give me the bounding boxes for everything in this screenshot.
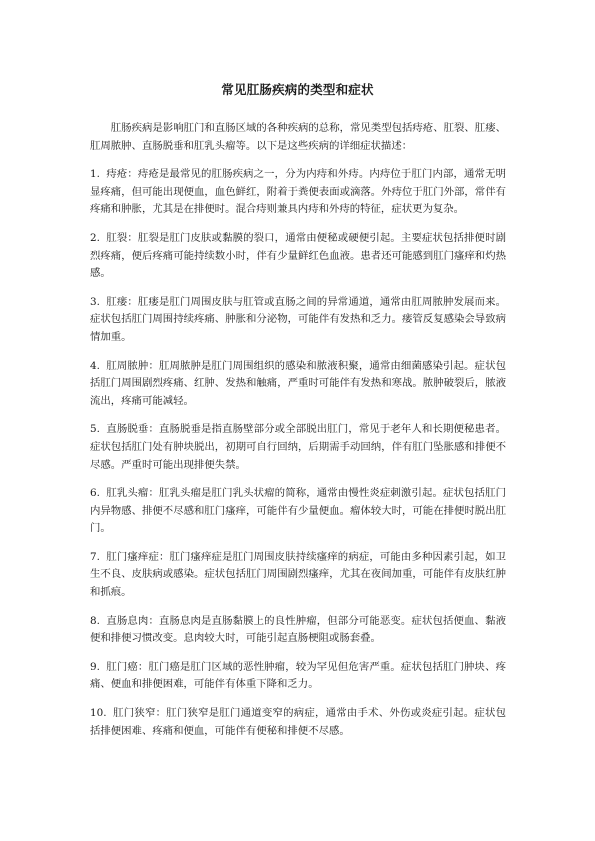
list-item-number: 3. <box>90 295 100 308</box>
list-item-text: 肛周脓肿：肛周脓肿是肛门周围组织的感染和脓液积聚，通常由细菌感染引起。症状包括肛门周围剧烈疼痛、红肿、发热和触痛，严重时可能伴有发热和寒战。脓肿破裂后，脓液流出，疼痛可能减轻。 <box>90 359 506 407</box>
list-item <box>90 705 506 740</box>
list-item-number: 7. <box>90 550 100 563</box>
list-item-number: 4. <box>90 359 100 372</box>
document-body <box>90 120 506 751</box>
list-item-text: 肛门狭窄：肛门狭窄是肛门通道变窄的病症，通常由手术、外伤或炎症引起。症状包括排便困难、疼痛和便血，可能伴有便秘和排便不尽感。 <box>90 707 506 737</box>
list-item-text: 痔疮：痔疮是最常见的肛肠疾病之一，分为内痔和外痔。内痔位于肛门内部，通常无明显疼痛，但可能出现便血，血色鲜红，附着于粪便表面或滴落。外痔位于肛门外部，常伴有疼痛和肿胀，尤其是在排便时。混合痔则兼具内痔和外痔的特征，症状更为复杂。 <box>90 168 506 216</box>
list-item <box>90 294 506 347</box>
list-item <box>90 485 506 538</box>
list-item-text: 肛瘘：肛瘘是肛门周围皮肤与肛管或直肠之间的异常通道，通常由肛周脓肿发展而来。症状包括肛门周围持续疼痛、肿胀和分泌物，可能伴有发热和乏力。瘘管反复感染会导致病情加重。 <box>90 295 506 343</box>
list-item <box>90 421 506 474</box>
list-item <box>90 659 506 694</box>
list-item-text: 肛乳头瘤：肛乳头瘤是肛门乳头状瘤的简称，通常由慢性炎症刺激引起。症状包括肛门内异物感、排便不尽感和肛门瘙痒，可能伴有少量便血。瘤体较大时，可能在排便时脱出肛门。 <box>90 487 506 535</box>
list-item-text: 直肠息肉：直肠息肉是直肠黏膜上的良性肿瘤，但部分可能恶变。症状包括便血、黏液便和排便习惯改变。息肉较大时，可能引起直肠梗阻或肠套叠。 <box>90 614 506 645</box>
list-item-text: 肛裂：肛裂是肛门皮肤或黏膜的裂口，通常由便秘或硬便引起。主要症状包括排便时剧烈疼痛，便后疼痛可能持续数小时，伴有少量鲜红色血液。患者还可能感到肛门瘙痒和灼热感。 <box>90 231 506 280</box>
list-item-number: 10. <box>90 707 107 720</box>
list-item-number: 1. <box>90 168 100 181</box>
list-item-number: 5. <box>90 423 100 436</box>
list-item-text: 肛门瘙痒症：肛门瘙痒症是肛门周围皮肤持续瘙痒的病症，可能由多种因素引起，如卫生不良、皮肤病或感染。症状包括肛门周围剧烈瘙痒，尤其在夜间加重，可能伴有皮肤红肿和抓痕。 <box>90 550 506 599</box>
list-item-number: 8. <box>90 614 100 627</box>
list-item-number: 2. <box>90 231 100 244</box>
list-item-number: 6. <box>90 487 100 500</box>
intro-paragraph: 肛肠疾病是影响肛门和直肠区域的各种疾病的总称，常见类型包括痔疮、肛裂、肛瘘、肛周脓肿、直肠脱垂和肛乳头瘤等。以下是这些疾病的详细症状描述： <box>90 122 506 152</box>
list-item-text: 肛门癌：肛门癌是肛门区域的恶性肿瘤，较为罕见但危害严重。症状包括肛门肿块、疼痛、便血和排便困难，可能伴有体重下降和乏力。 <box>90 660 506 691</box>
list-item <box>90 166 506 219</box>
list-item <box>90 358 506 411</box>
list-item-number: 9. <box>90 660 100 673</box>
list-item-text: 直肠脱垂：直肠脱垂是指直肠壁部分或全部脱出肛门，常见于老年人和长期便秘患者。症状包括肛门处有肿块脱出，初期可自行回纳，后期需手动回纳，伴有肛门坠胀感和排便不尽感。严重时可能出现排便失禁。 <box>90 423 506 471</box>
page-title: 常见肛肠疾病的类型和症状 <box>221 82 374 97</box>
list-item <box>90 613 506 648</box>
list-item <box>90 230 506 283</box>
list-item <box>90 549 506 602</box>
